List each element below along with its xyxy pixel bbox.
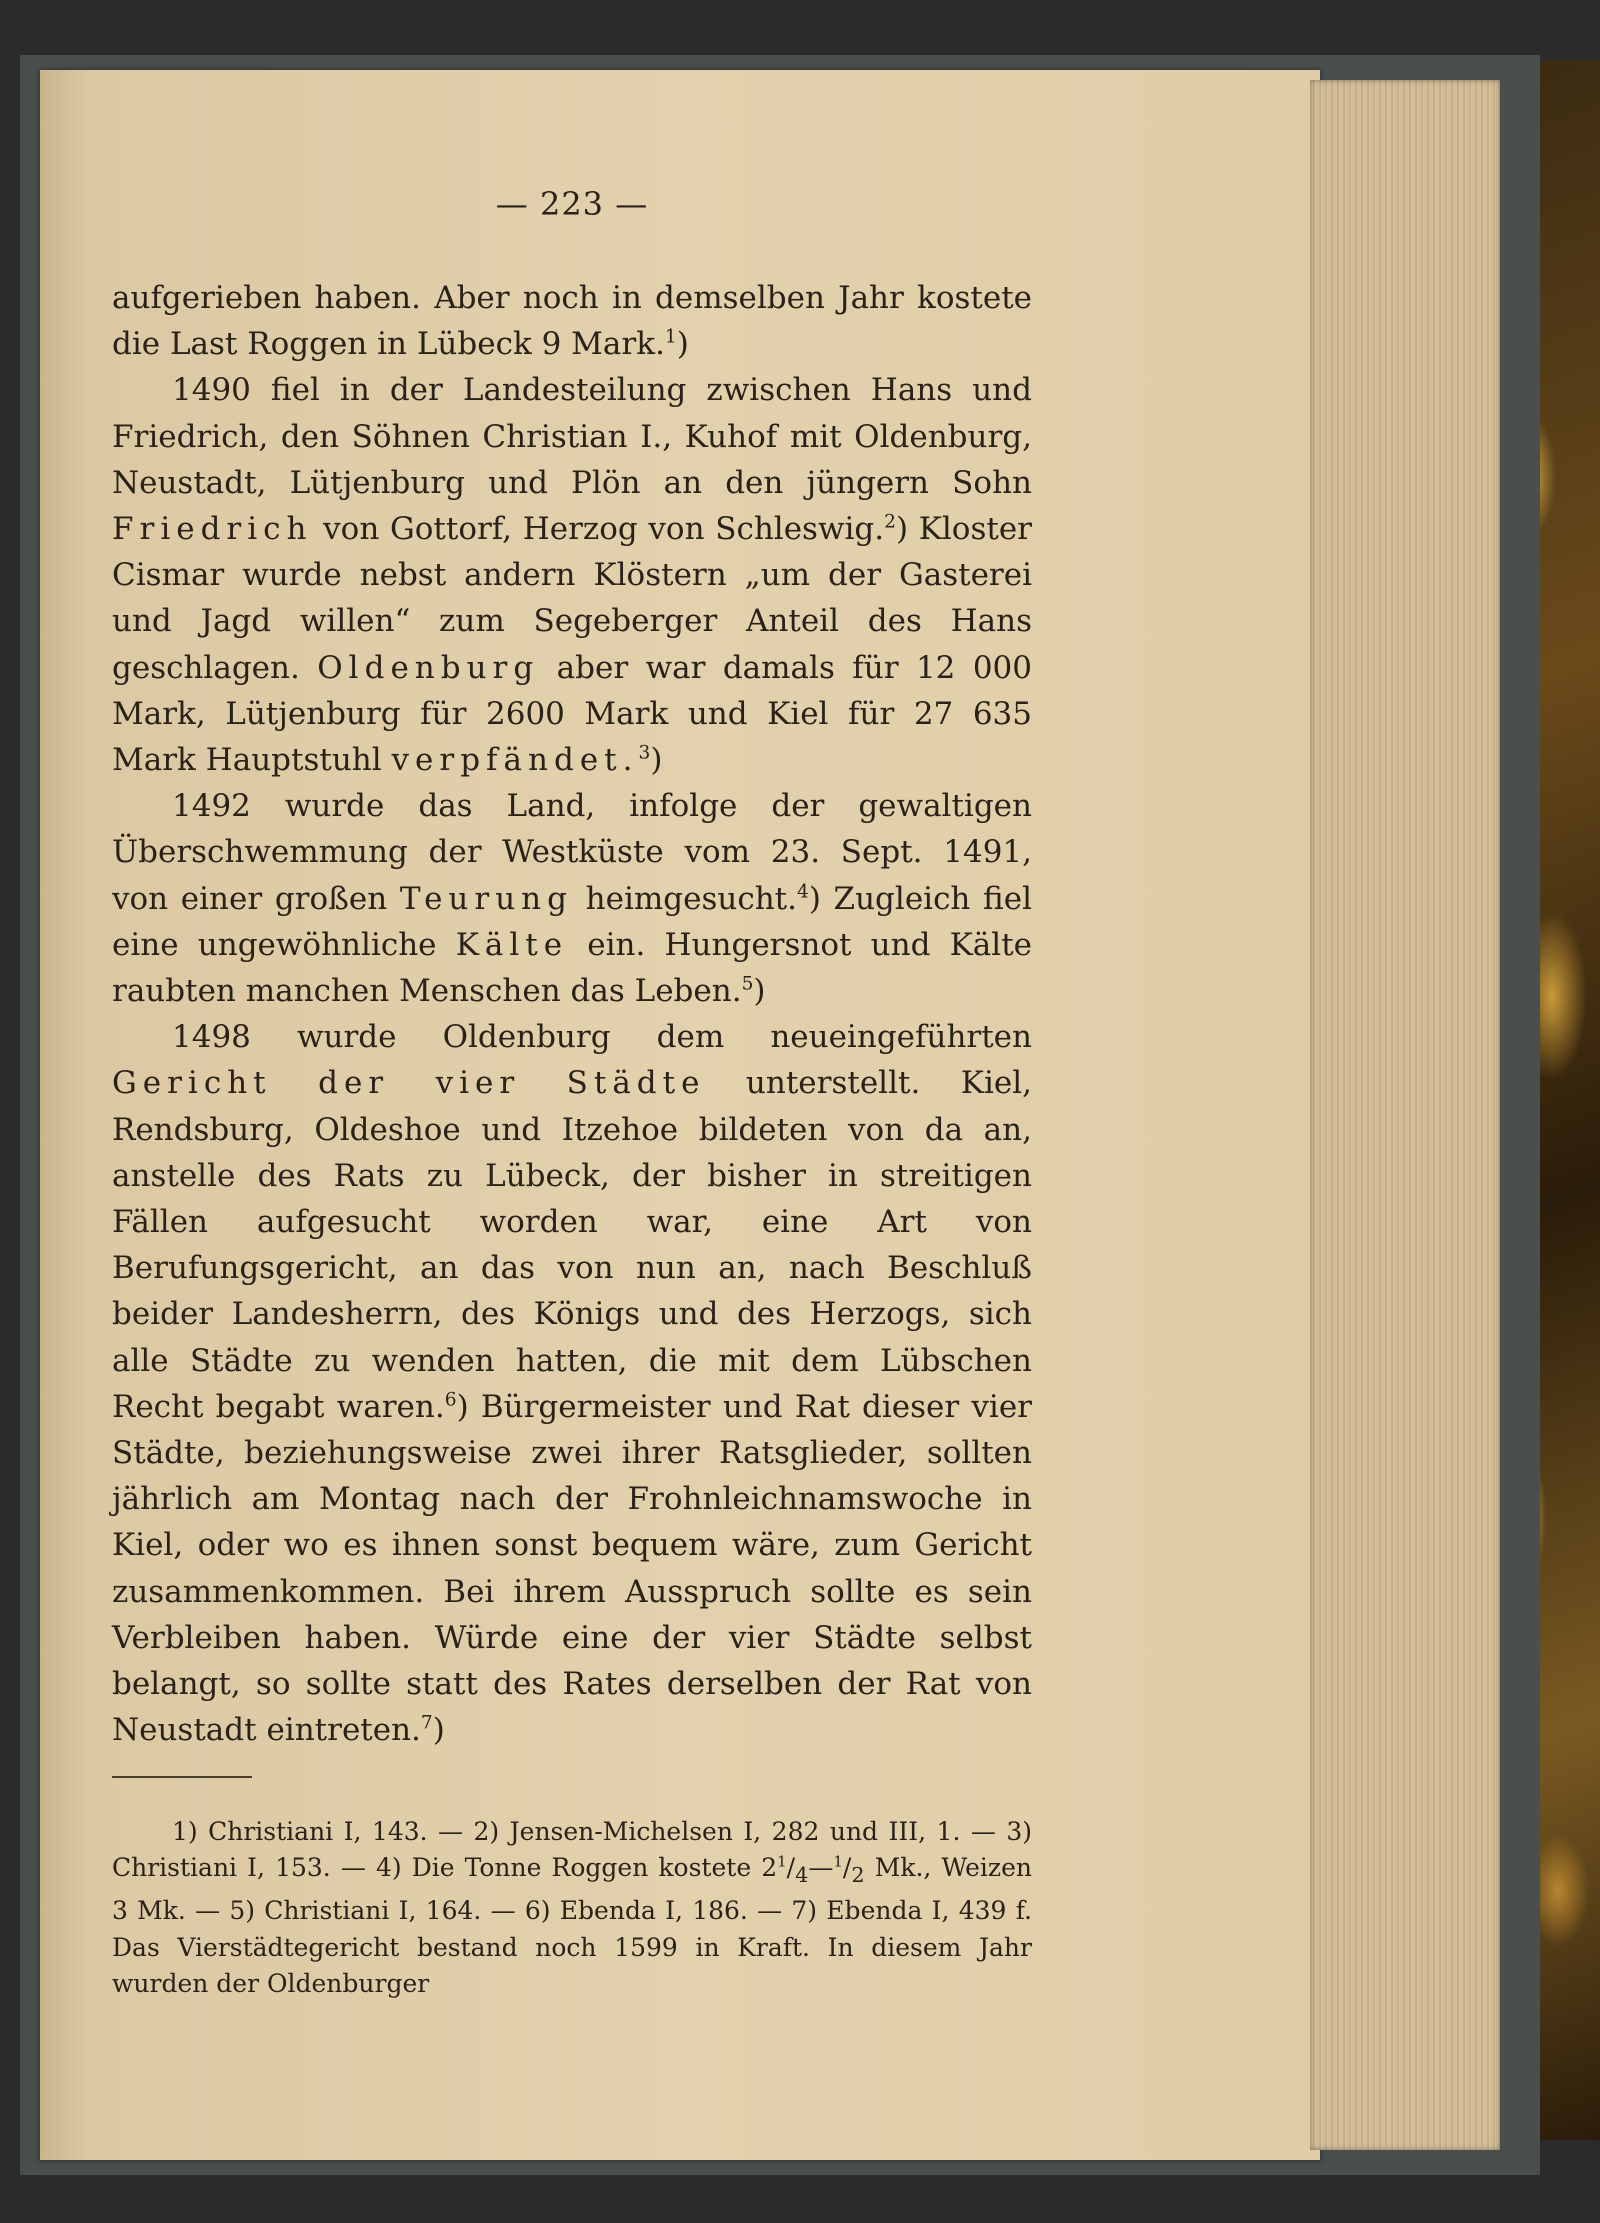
- footnote-ref: 5: [741, 973, 754, 995]
- page-edges: [1310, 80, 1500, 2150]
- spaced-emphasis: Friedrich: [112, 511, 313, 548]
- paragraph-4: 1498 wurde Oldenburg dem neueingeführten Gericht der vier Städte unterstellt. Kiel, Rendsburg, Oldeshoe und Itzehoe bildeten von da an, anstelle des Rats zu Lübeck, der bisher in streitigen Fällen aufgesucht worden war, eine Art von Berufungsgericht, an das von nun an, nach Beschluß beider Landesherrn, des Königs und des Herzogs, sich alle Städte zu wenden hatten, die mit dem Lübschen Recht begabt waren.$^6$) Bürgermeister und Rat dieser vier Städte, beziehungsweise zwei ihrer Ratsglieder, sollten jährlich am Montag nach der Frohnleichnamswoche in Kiel, oder wo es ihnen sonst bequem wäre, zum Gericht zusammenkommen. Bei ihrem Ausspruch sollte es sein Verbleiben haben. Würde eine der vier Städte selbst belangt, so sollte statt des Rates derselben der Rat von Neustadt eintreten.$^7$): [112, 1019, 1032, 1749]
- footnote-ref: 2: [884, 511, 896, 533]
- spaced-emphasis: verpfändet.: [391, 742, 639, 779]
- paragraph-3: 1492 wurde das Land, infolge der gewaltigen Überschwemmung der Westküste vom 23. Sept. 1491, von einer großen Teurung heimgesucht.$^4$) Zugleich fiel eine ungewöhnliche Kälte ein. Hungersnot und Kälte raubten manchen Menschen das Leben.$^5$): [112, 788, 1032, 1010]
- spaced-emphasis: Oldenburg: [317, 649, 540, 686]
- footnote-divider: [112, 1776, 252, 1778]
- footnote-ref: 7: [420, 1712, 433, 1734]
- paragraph-2: 1490 fiel in der Landesteilung zwischen Hans und Friedrich, den Söhnen Christian I., Kuhof mit Oldenburg, Neustadt, Lütjenburg und Plön an den jüngern Sohn Friedrich von Gottorf, Herzog von Schleswig.$^2$) Kloster Cismar wurde nebst andern Klöstern „um der Gasterei und Jagd willen“ zum Segeberger Anteil des Hans geschlagen. Oldenburg aber war damals für 12 000 Mark, Lütjenburg für 2600 Mark und Kiel für 27 635 Mark Hauptstuhl verpfändet.$^3$): [112, 372, 1033, 779]
- footnote-ref: 6: [444, 1389, 457, 1411]
- spaced-emphasis: Teurung: [399, 880, 573, 917]
- footnote-ref: 1: [664, 326, 677, 348]
- spaced-emphasis: Kälte: [455, 926, 569, 963]
- footnote-ref: 3: [638, 742, 651, 764]
- footnote-ref: 4: [796, 881, 809, 903]
- page-number: — 223 —: [495, 185, 649, 223]
- page-text-block: [112, 185, 1032, 2003]
- spaced-emphasis: Gericht der vier Städte: [112, 1065, 706, 1102]
- paragraph-1: aufgerieben haben. Aber noch in demselben Jahr kostete die Last Roggen in Lübeck 9 Mark.$^1$): [112, 280, 1032, 363]
- footnotes: 1) Christiani I, 143. — 2) Jensen-Michelsen I, 282 und III, 1. — 3) Christiani I, 153. — 4) Die Tonne Roggen kostete $2^1/_4—^1/_2$ Mk., Weizen 3 Mk. — 5) Christiani I, 164. — 6) Ebenda I, 186. — 7) Ebenda I, 439 f. Das Vierstädtegericht bestand noch 1599 in Kraft. In diesem Jahr wurden der Oldenburger: [112, 1816, 1032, 1999]
